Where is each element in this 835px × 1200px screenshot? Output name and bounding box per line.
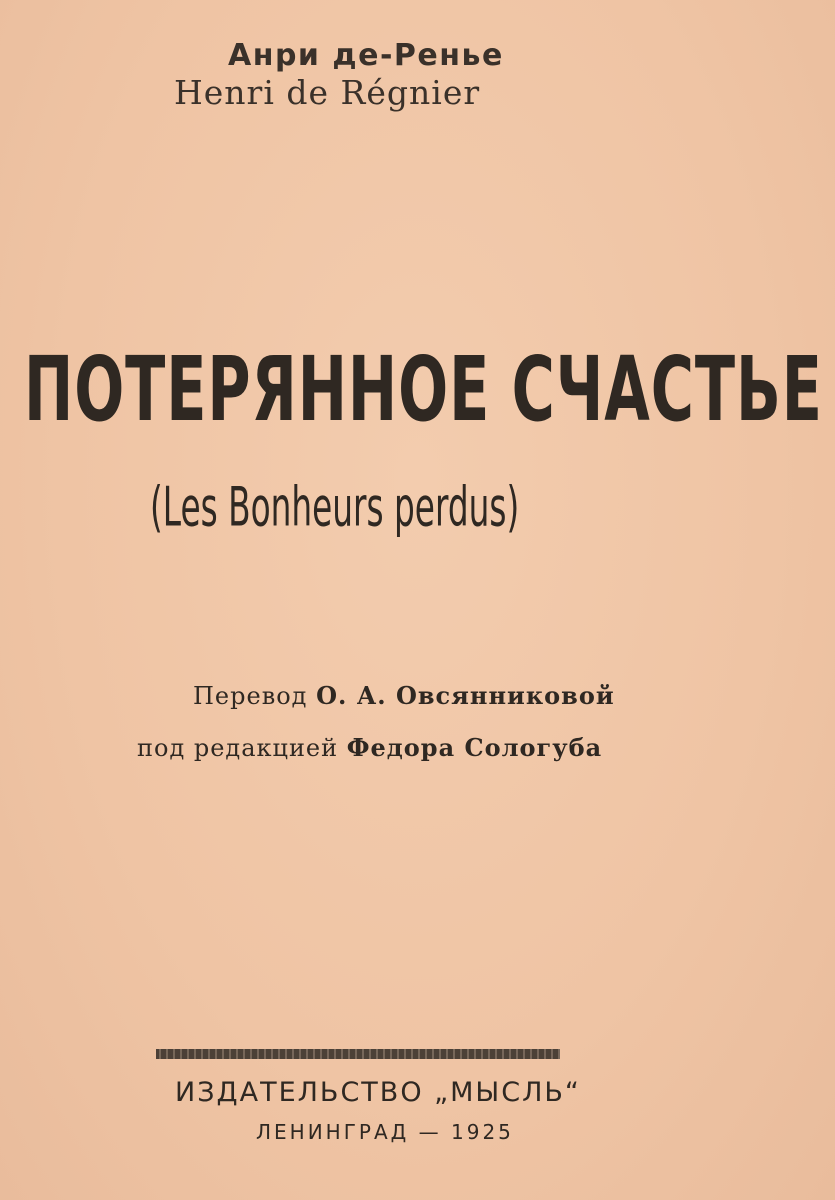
editor-prefix: под редакцией	[137, 734, 347, 762]
editor-line	[137, 733, 602, 762]
book-subtitle: (Les Bonheurs perdus)	[150, 474, 520, 539]
translator-name: О. А. Овсянниковой	[316, 681, 615, 710]
decorative-rule	[156, 1049, 560, 1059]
translation-prefix: Перевод	[193, 682, 317, 710]
book-title: ПОТЕРЯННОЕ СЧАСТЬЕ	[24, 339, 823, 443]
translator-line	[193, 681, 615, 710]
city-year: ЛЕНИНГРАД — 1925	[256, 1120, 514, 1144]
publisher-name: ИЗДАТЕЛЬСТВО „МЫСЛЬ“	[175, 1077, 581, 1108]
author-name-russian: Анри де-Ренье	[228, 38, 504, 73]
author-name-french: Henri de Régnier	[174, 73, 481, 112]
editor-name: Федора Сологуба	[346, 733, 603, 762]
